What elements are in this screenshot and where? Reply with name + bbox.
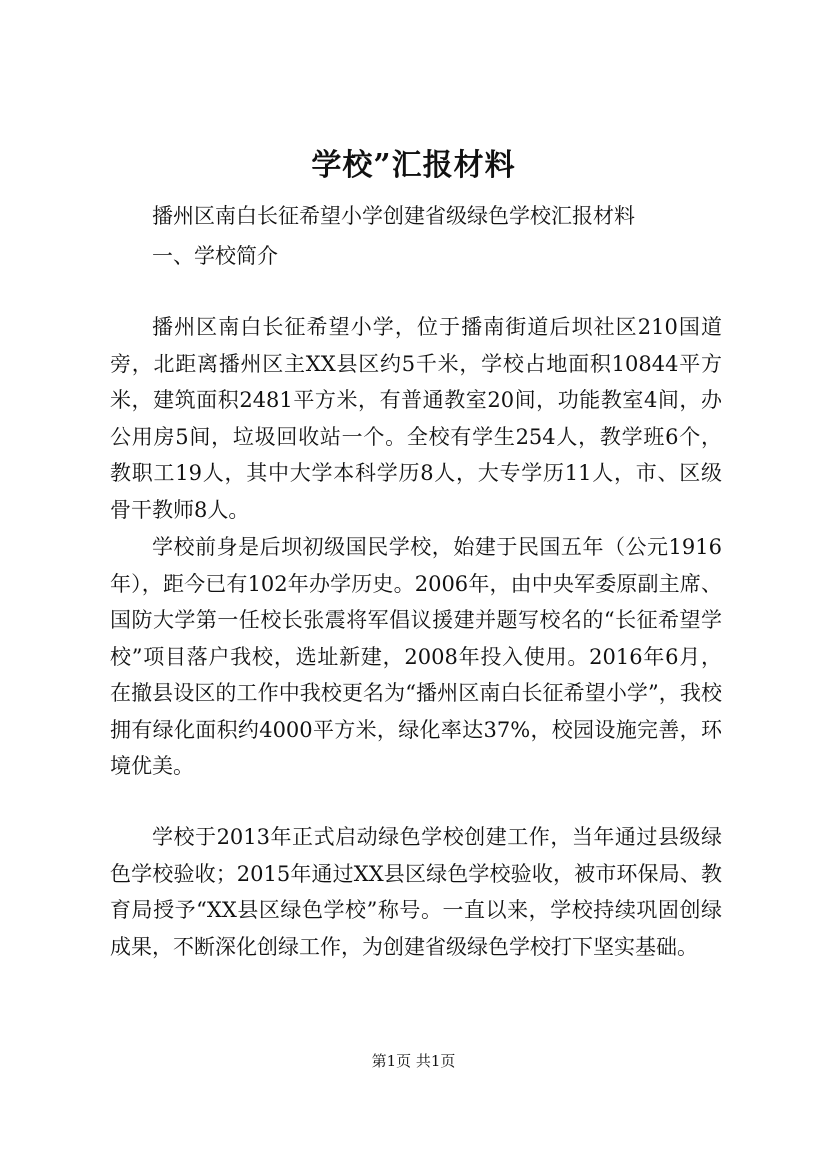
paragraph-green-school — [110, 819, 722, 965]
paragraph-text: 播州区南白长征希望小学，位于播南街道后坝社区210国道旁，北距离播州区主XX县区约5千米，学校占地面积10844平方米，建筑面积2481平方米，有普通教室20间，功能教室4间，办公用房5间，垃圾回收站一个。全校有学生254人，教学班6个，教职工19人，其中大学本科学历8人，大专学历11人，市、区级骨干教师8人。 — [110, 315, 722, 522]
subtitle-text: 播州区南白长征希望小学创建省级绿色学校汇报材料 — [152, 204, 635, 228]
paragraph-school-history — [110, 529, 722, 785]
paragraph-text: 学校前身是后坝初级国民学校，始建于民国五年（公元1916年），距今已有102年办学历史。2006年，由中央军委原副主席、国防大学第一任校长张震将军倡议援建并题写校名的“长征希望学校”项目落户我校，选址新建，2008年投入使用。2016年6月，在撤县设区的工作中我校更名为“播州区南白长征希望小学”，我校拥有绿化面积约4000平方米，绿化率达37%，校园设施完善，环境优美。 — [110, 535, 722, 778]
paragraph-school-profile — [110, 309, 722, 528]
section-heading — [110, 238, 722, 275]
paragraph-text: 学校于2013年正式启动绿色学校创建工作，当年通过县级绿色学校验收；2015年通过XX县区绿色学校验收，被市环保局、教育局授予“XX县区绿色学校”称号。一直以来，学校持续巩固创绿成果，不断深化创绿工作，为创建省级绿色学校打下坚实基础。 — [110, 825, 722, 959]
document-subtitle — [110, 198, 722, 235]
page-footer: 第1页 共1页 — [371, 1052, 456, 1070]
section-heading-text: 一、学校简介 — [152, 244, 278, 268]
document-title: 学校”汇报材料 — [311, 148, 516, 183]
